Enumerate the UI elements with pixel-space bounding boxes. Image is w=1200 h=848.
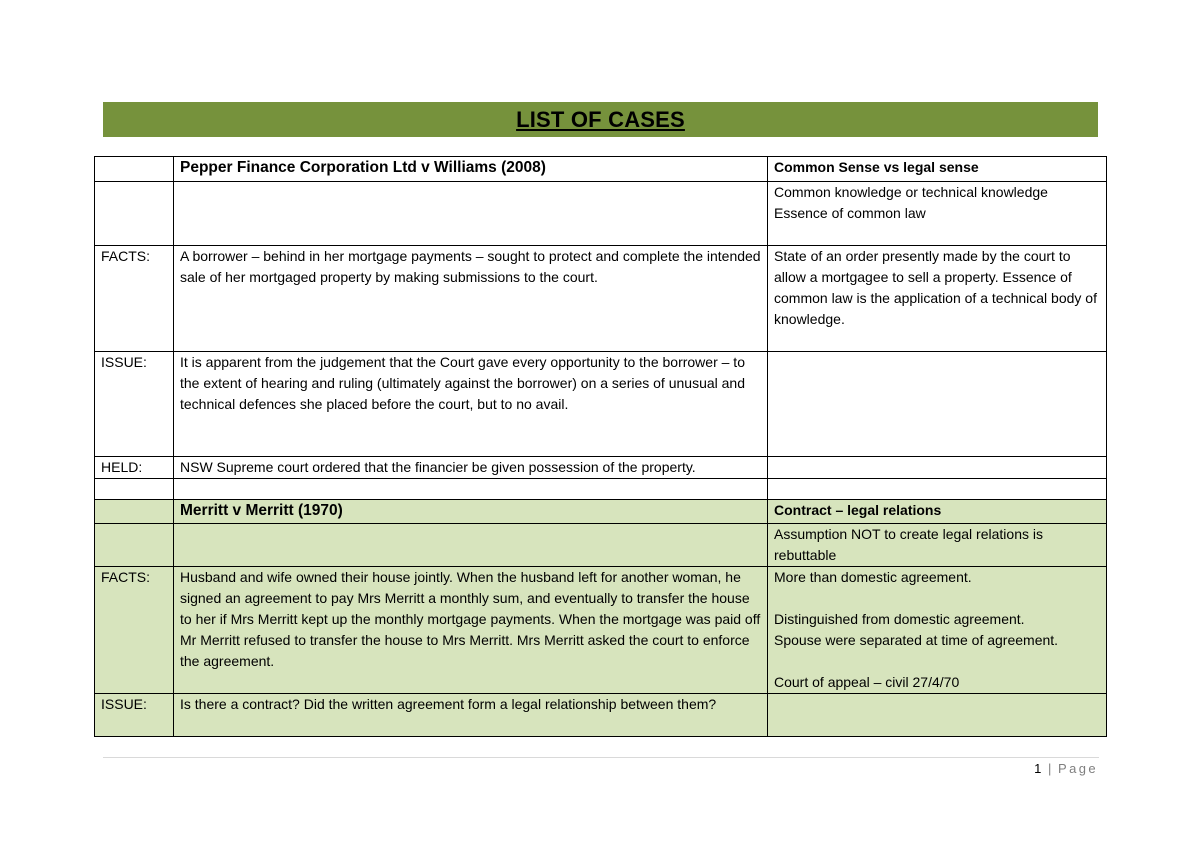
footer-separator: |	[1048, 761, 1052, 776]
case-topic: Contract – legal relations	[774, 502, 942, 518]
table-row	[95, 500, 1107, 524]
facts-note: More than domestic agreement.	[774, 569, 972, 585]
facts-text: Husband and wife owned their house jointly. When the husband left for another woman, he signed an agreement to pay Mrs Merritt a monthly sum, and eventually to transfer the house to her if Mrs Merritt kept up the monthly mortgage payments. When the mortgage was paid off Mr Merritt refused to transfer the house to Mrs Merritt. Mrs Merritt asked the court to enforce the agreement.	[174, 567, 768, 694]
case-topic: Common Sense vs legal sense	[774, 159, 979, 175]
case-note: Assumption NOT to create legal relations is rebuttable	[768, 524, 1107, 567]
text-cell	[174, 182, 768, 246]
spacer-cell	[768, 479, 1107, 500]
table-row	[95, 457, 1107, 479]
page-title: LIST OF CASES	[516, 106, 685, 132]
held-text: NSW Supreme court ordered that the financier be given possession of the property.	[174, 457, 768, 479]
facts-note: Court of appeal – civil 27/4/70	[774, 674, 960, 690]
title-bar	[103, 102, 1098, 137]
table-row	[95, 694, 1107, 737]
topic-cell	[768, 500, 1107, 524]
case-title-cell	[174, 500, 768, 524]
facts-text: A borrower – behind in her mortgage payments – sought to protect and complete the intended sale of her mortgaged property by making submissions to the court.	[174, 246, 768, 352]
issue-text: It is apparent from the judgement that the Court gave every opportunity to the borrower – to the extent of hearing and ruling (ultimately against the borrower) on a series of unusual and technical defences she placed before the court, but to no avail.	[174, 352, 768, 457]
facts-note: Spouse were separated at time of agreement.	[774, 632, 1059, 648]
issue-text: Is there a contract? Did the written agreement form a legal relationship between them?	[174, 694, 768, 737]
case-note: Common knowledge or technical knowledge	[774, 184, 1048, 200]
table-row	[95, 524, 1107, 567]
label-cell	[95, 182, 174, 246]
label-cell	[95, 500, 174, 524]
issue-label: ISSUE:	[95, 352, 174, 457]
notes-cell	[768, 182, 1107, 246]
table-row	[95, 479, 1107, 500]
table-row	[95, 246, 1107, 352]
page-label: Page	[1058, 761, 1098, 776]
text-cell	[174, 524, 768, 567]
facts-notes-cell	[768, 567, 1107, 694]
footer-divider	[103, 757, 1099, 758]
issue-label: ISSUE:	[95, 694, 174, 737]
facts-note: Distinguished from domestic agreement.	[774, 611, 1025, 627]
page-number: 1	[1034, 761, 1042, 776]
table-row	[95, 157, 1107, 182]
table-row	[95, 352, 1107, 457]
held-label: HELD:	[95, 457, 174, 479]
case-title: Merritt v Merritt (1970)	[180, 502, 343, 519]
topic-cell	[768, 157, 1107, 182]
label-cell	[95, 524, 174, 567]
table-row	[95, 182, 1107, 246]
table-row	[95, 567, 1107, 694]
label-cell	[95, 157, 174, 182]
notes-cell	[768, 352, 1107, 457]
page-footer	[1034, 761, 1098, 776]
facts-note: State of an order presently made by the court to allow a mortgagee to sell a property. Essence of common law is the application of a technical body of knowledge.	[768, 246, 1107, 352]
spacer-cell	[174, 479, 768, 500]
notes-cell	[768, 694, 1107, 737]
notes-cell	[768, 457, 1107, 479]
spacer-cell	[95, 479, 174, 500]
case-title-cell	[174, 157, 768, 182]
cases-table	[94, 156, 1107, 737]
facts-label: FACTS:	[95, 246, 174, 352]
facts-label: FACTS:	[95, 567, 174, 694]
case-note: Essence of common law	[774, 205, 926, 221]
case-title: Pepper Finance Corporation Ltd v Williams (2008)	[180, 159, 546, 176]
